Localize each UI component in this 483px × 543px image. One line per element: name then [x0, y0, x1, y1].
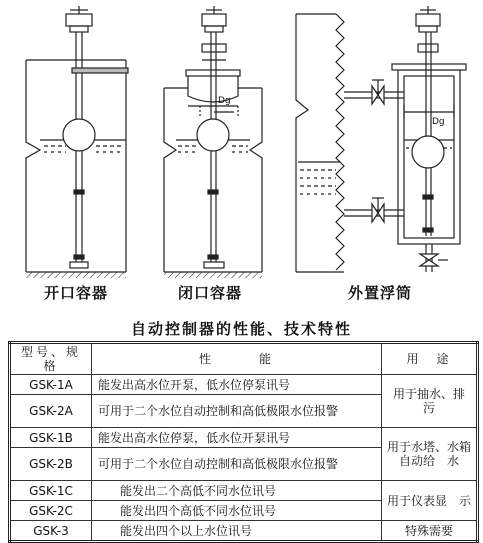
- cell-use: 用于仪表显 示: [382, 481, 478, 521]
- cell-model: GSK-1A: [10, 375, 92, 395]
- header-use: 用 途: [382, 343, 478, 375]
- table-row: [10, 481, 478, 501]
- cell-use: 用于水塔、水箱自动给 水: [382, 428, 478, 481]
- cell-model: GSK-2A: [10, 395, 92, 428]
- cell-feature: 可用于二个水位自动控制和高低极限水位报警: [92, 448, 382, 481]
- spec-table: [8, 341, 479, 543]
- external-float-figure: [296, 6, 466, 272]
- cell-feature: 能发出四个高低不同水位讯号: [92, 501, 382, 521]
- cell-model: GSK-2B: [10, 448, 92, 481]
- cell-model: GSK-1C: [10, 481, 92, 501]
- cell-model: GSK-2C: [10, 501, 92, 521]
- caption-external-float: 外置浮筒: [348, 284, 413, 302]
- cell-feature: 能发出高水位开泵，低水位停泵讯号: [92, 375, 382, 395]
- cell-feature: 能发出高水位停泵，低水位开泵讯号: [92, 428, 382, 448]
- cell-model: GSK-1B: [10, 428, 92, 448]
- cell-feature: 能发出四个以上水位讯号: [92, 521, 382, 542]
- table-row: [10, 375, 478, 395]
- table-row: [10, 521, 478, 542]
- cell-use: 用于抽水、排 污: [382, 375, 478, 428]
- header-feature: 性 能: [92, 343, 382, 375]
- cell-model: GSK-3: [10, 521, 92, 542]
- table-title: 自动控制器的性能、技术特性: [130, 320, 352, 338]
- cell-feature: 能发出二个高低不同水位讯号: [92, 481, 382, 501]
- cell-feature: 可用于二个水位自动控制和高低极限水位报警: [92, 395, 382, 428]
- table-header-row: [10, 343, 478, 375]
- table-row: [10, 428, 478, 448]
- caption-closed-container: 闭口容器: [178, 284, 243, 302]
- dg-label-external: Dg: [432, 117, 445, 127]
- caption-open-container: 开口容器: [44, 284, 109, 302]
- cell-use: 特殊需要: [382, 521, 478, 542]
- closed-container-figure: [164, 6, 262, 278]
- open-container-figure: [26, 6, 128, 278]
- header-model: 型号、规格: [10, 343, 92, 375]
- dg-label-closed: Dg: [218, 96, 231, 106]
